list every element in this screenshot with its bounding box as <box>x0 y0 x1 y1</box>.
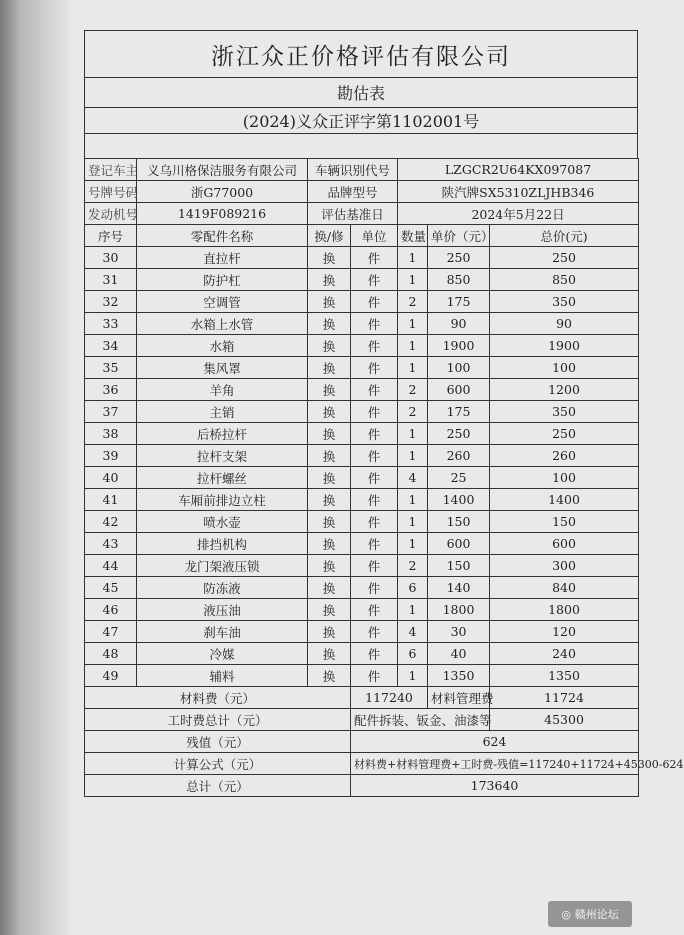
table-row <box>85 313 639 335</box>
cell-unit: 件 <box>351 291 398 313</box>
cell-total: 120 <box>490 621 639 643</box>
cell-qty: 4 <box>398 621 428 643</box>
cell-no: 35 <box>85 357 137 379</box>
cell-total: 250 <box>490 247 639 269</box>
cell-price: 150 <box>428 511 490 533</box>
table-row <box>85 577 639 599</box>
cell-total: 240 <box>490 643 639 665</box>
cell-name: 辅料 <box>137 665 308 687</box>
plate-label: 号牌号码 <box>85 181 137 203</box>
cell-name: 羊角 <box>137 379 308 401</box>
vin-value: LZGCR2U64KX097087 <box>398 159 639 181</box>
cell-unit: 件 <box>351 335 398 357</box>
cell-total: 300 <box>490 555 639 577</box>
cell-price: 30 <box>428 621 490 643</box>
owner-label: 登记车主 <box>85 159 137 181</box>
cell-op: 换 <box>308 599 351 621</box>
cell-qty: 1 <box>398 247 428 269</box>
cell-op: 换 <box>308 643 351 665</box>
table-row <box>85 247 639 269</box>
cell-qty: 1 <box>398 445 428 467</box>
col-header: 单价（元） <box>428 225 490 247</box>
table-row <box>85 467 639 489</box>
cell-name: 集风罩 <box>137 357 308 379</box>
formula-value: 材料费+材料管理费+工时费-残值=117240+11724+45300-624 <box>351 753 639 775</box>
forum-watermark <box>548 901 632 927</box>
formula-label: 计算公式（元） <box>85 753 351 775</box>
cell-no: 39 <box>85 445 137 467</box>
cell-unit: 件 <box>351 489 398 511</box>
cell-unit: 件 <box>351 247 398 269</box>
cell-op: 换 <box>308 335 351 357</box>
company-title: 浙江众正价格评估有限公司 <box>84 30 638 78</box>
cell-op: 换 <box>308 357 351 379</box>
cell-price: 175 <box>428 401 490 423</box>
model-value: 陕汽牌SX5310ZLJHB346 <box>398 181 639 203</box>
summary-row <box>85 687 639 709</box>
cell-total: 600 <box>490 533 639 555</box>
cell-op: 换 <box>308 621 351 643</box>
cell-total: 350 <box>490 401 639 423</box>
cell-op: 换 <box>308 665 351 687</box>
table-row <box>85 489 639 511</box>
cell-total: 1350 <box>490 665 639 687</box>
cell-no: 44 <box>85 555 137 577</box>
cell-op: 换 <box>308 555 351 577</box>
table-row <box>85 533 639 555</box>
table-row <box>85 269 639 291</box>
model-label: 品牌型号 <box>308 181 398 203</box>
cell-qty: 2 <box>398 401 428 423</box>
cell-unit: 件 <box>351 621 398 643</box>
material-value: 117240 <box>351 687 428 709</box>
cell-qty: 2 <box>398 291 428 313</box>
cell-total: 350 <box>490 291 639 313</box>
table-row <box>85 379 639 401</box>
cell-price: 260 <box>428 445 490 467</box>
cell-qty: 1 <box>398 423 428 445</box>
material-label: 材料费（元） <box>85 687 351 709</box>
cell-qty: 1 <box>398 357 428 379</box>
cell-total: 1400 <box>490 489 639 511</box>
cell-name: 水箱 <box>137 335 308 357</box>
cell-name: 防护杠 <box>137 269 308 291</box>
date-label: 评估基准日 <box>308 203 398 225</box>
parts-table <box>84 158 684 797</box>
cell-qty: 2 <box>398 379 428 401</box>
cell-price: 1900 <box>428 335 490 357</box>
cell-name: 拉杆螺丝 <box>137 467 308 489</box>
table-row <box>85 291 639 313</box>
cell-no: 33 <box>85 313 137 335</box>
cell-unit: 件 <box>351 555 398 577</box>
info-row <box>85 203 639 225</box>
cell-price: 100 <box>428 357 490 379</box>
cell-no: 49 <box>85 665 137 687</box>
cell-unit: 件 <box>351 467 398 489</box>
cell-qty: 2 <box>398 555 428 577</box>
cell-no: 48 <box>85 643 137 665</box>
info-row <box>85 181 639 203</box>
cell-price: 175 <box>428 291 490 313</box>
mgmt-label: 材料管理费 <box>428 687 490 709</box>
mgmt-value: 11724 <box>490 687 639 709</box>
col-header: 单位 <box>351 225 398 247</box>
cell-total: 100 <box>490 467 639 489</box>
col-header: 总价(元) <box>490 225 639 247</box>
cell-name: 空调管 <box>137 291 308 313</box>
cell-name: 排挡机构 <box>137 533 308 555</box>
summary-row <box>85 775 639 797</box>
cell-no: 30 <box>85 247 137 269</box>
col-header: 零配件名称 <box>137 225 308 247</box>
cell-no: 47 <box>85 621 137 643</box>
cell-no: 41 <box>85 489 137 511</box>
cell-price: 40 <box>428 643 490 665</box>
table-row <box>85 643 639 665</box>
col-header: 换/修 <box>308 225 351 247</box>
cell-price: 850 <box>428 269 490 291</box>
table-row <box>85 621 639 643</box>
cell-price: 25 <box>428 467 490 489</box>
table-row <box>85 599 639 621</box>
cell-op: 换 <box>308 445 351 467</box>
cell-unit: 件 <box>351 357 398 379</box>
header-row <box>85 225 639 247</box>
cell-qty: 1 <box>398 665 428 687</box>
cell-unit: 件 <box>351 313 398 335</box>
info-row <box>85 159 639 181</box>
table-row <box>85 445 639 467</box>
cell-price: 250 <box>428 247 490 269</box>
cell-total: 1200 <box>490 379 639 401</box>
cell-op: 换 <box>308 511 351 533</box>
cell-price: 600 <box>428 533 490 555</box>
cell-op: 换 <box>308 533 351 555</box>
residual-label: 残值（元） <box>85 731 351 753</box>
summary-row <box>85 709 639 731</box>
logo-icon: ◎ <box>561 907 571 921</box>
cell-price: 600 <box>428 379 490 401</box>
cell-name: 水箱上水管 <box>137 313 308 335</box>
watermark-text: 赣州论坛 <box>574 908 619 921</box>
cell-qty: 1 <box>398 599 428 621</box>
cell-qty: 6 <box>398 643 428 665</box>
cell-no: 42 <box>85 511 137 533</box>
cell-price: 1800 <box>428 599 490 621</box>
cell-no: 46 <box>85 599 137 621</box>
cell-unit: 件 <box>351 665 398 687</box>
cell-no: 36 <box>85 379 137 401</box>
doc-number: (2024)义众正评字第1102001号 <box>84 108 638 134</box>
cell-price: 1350 <box>428 665 490 687</box>
cell-total: 150 <box>490 511 639 533</box>
cell-no: 31 <box>85 269 137 291</box>
table-row <box>85 357 639 379</box>
cell-name: 拉杆支架 <box>137 445 308 467</box>
cell-qty: 1 <box>398 533 428 555</box>
cell-op: 换 <box>308 489 351 511</box>
cell-unit: 件 <box>351 379 398 401</box>
cell-qty: 1 <box>398 511 428 533</box>
cell-name: 后桥拉杆 <box>137 423 308 445</box>
cell-no: 45 <box>85 577 137 599</box>
cell-unit: 件 <box>351 577 398 599</box>
cell-op: 换 <box>308 467 351 489</box>
owner-value: 义乌川格保洁服务有限公司 <box>137 159 308 181</box>
summary-row <box>85 731 639 753</box>
table-row <box>85 555 639 577</box>
cell-unit: 件 <box>351 269 398 291</box>
cell-total: 100 <box>490 357 639 379</box>
cell-unit: 件 <box>351 401 398 423</box>
cell-op: 换 <box>308 291 351 313</box>
labor-value: 45300 <box>490 709 639 731</box>
plate-value: 浙G77000 <box>137 181 308 203</box>
table-row <box>85 665 639 687</box>
cell-name: 主销 <box>137 401 308 423</box>
spacer-row <box>84 134 638 158</box>
date-value: 2024年5月22日 <box>398 203 639 225</box>
cell-total: 250 <box>490 423 639 445</box>
total-value: 173640 <box>351 775 639 797</box>
cell-no: 43 <box>85 533 137 555</box>
cell-no: 38 <box>85 423 137 445</box>
cell-name: 直拉杆 <box>137 247 308 269</box>
cell-name: 冷媒 <box>137 643 308 665</box>
cell-name: 龙门架液压锁 <box>137 555 308 577</box>
cell-total: 850 <box>490 269 639 291</box>
cell-unit: 件 <box>351 445 398 467</box>
cell-total: 840 <box>490 577 639 599</box>
cell-total: 1900 <box>490 335 639 357</box>
cell-no: 40 <box>85 467 137 489</box>
cell-unit: 件 <box>351 423 398 445</box>
cell-name: 喷水壶 <box>137 511 308 533</box>
cell-op: 换 <box>308 423 351 445</box>
cell-price: 140 <box>428 577 490 599</box>
cell-name: 车厢前排边立柱 <box>137 489 308 511</box>
total-label: 总计（元） <box>85 775 351 797</box>
cell-name: 防冻液 <box>137 577 308 599</box>
cell-total: 260 <box>490 445 639 467</box>
col-header: 序号 <box>85 225 137 247</box>
residual-value: 624 <box>351 731 639 753</box>
engine-value: 1419F089216 <box>137 203 308 225</box>
cell-qty: 1 <box>398 269 428 291</box>
cell-price: 90 <box>428 313 490 335</box>
cell-name: 液压油 <box>137 599 308 621</box>
table-row <box>85 511 639 533</box>
appraisal-sheet <box>84 30 684 900</box>
table-row <box>85 423 639 445</box>
cell-price: 150 <box>428 555 490 577</box>
labor-label: 工时费总计（元） <box>85 709 351 731</box>
labor-desc: 配件拆装、钣金、油漆等 <box>351 709 490 731</box>
cell-unit: 件 <box>351 533 398 555</box>
summary-row <box>85 753 639 775</box>
cell-unit: 件 <box>351 599 398 621</box>
cell-op: 换 <box>308 379 351 401</box>
cell-no: 37 <box>85 401 137 423</box>
cell-total: 1800 <box>490 599 639 621</box>
cell-op: 换 <box>308 313 351 335</box>
cell-op: 换 <box>308 269 351 291</box>
col-header: 数量 <box>398 225 428 247</box>
cell-qty: 1 <box>398 313 428 335</box>
cell-unit: 件 <box>351 643 398 665</box>
form-title: 勘估表 <box>84 78 638 108</box>
cell-no: 32 <box>85 291 137 313</box>
cell-price: 250 <box>428 423 490 445</box>
cell-name: 刹车油 <box>137 621 308 643</box>
cell-op: 换 <box>308 401 351 423</box>
engine-label: 发动机号 <box>85 203 137 225</box>
cell-no: 34 <box>85 335 137 357</box>
cell-qty: 6 <box>398 577 428 599</box>
cell-qty: 1 <box>398 489 428 511</box>
table-row <box>85 401 639 423</box>
cell-qty: 1 <box>398 335 428 357</box>
cell-unit: 件 <box>351 511 398 533</box>
cell-price: 1400 <box>428 489 490 511</box>
cell-qty: 4 <box>398 467 428 489</box>
table-row <box>85 335 639 357</box>
scan-shadow <box>0 0 70 935</box>
cell-total: 90 <box>490 313 639 335</box>
cell-op: 换 <box>308 247 351 269</box>
vin-label: 车辆识别代号 <box>308 159 398 181</box>
cell-op: 换 <box>308 577 351 599</box>
